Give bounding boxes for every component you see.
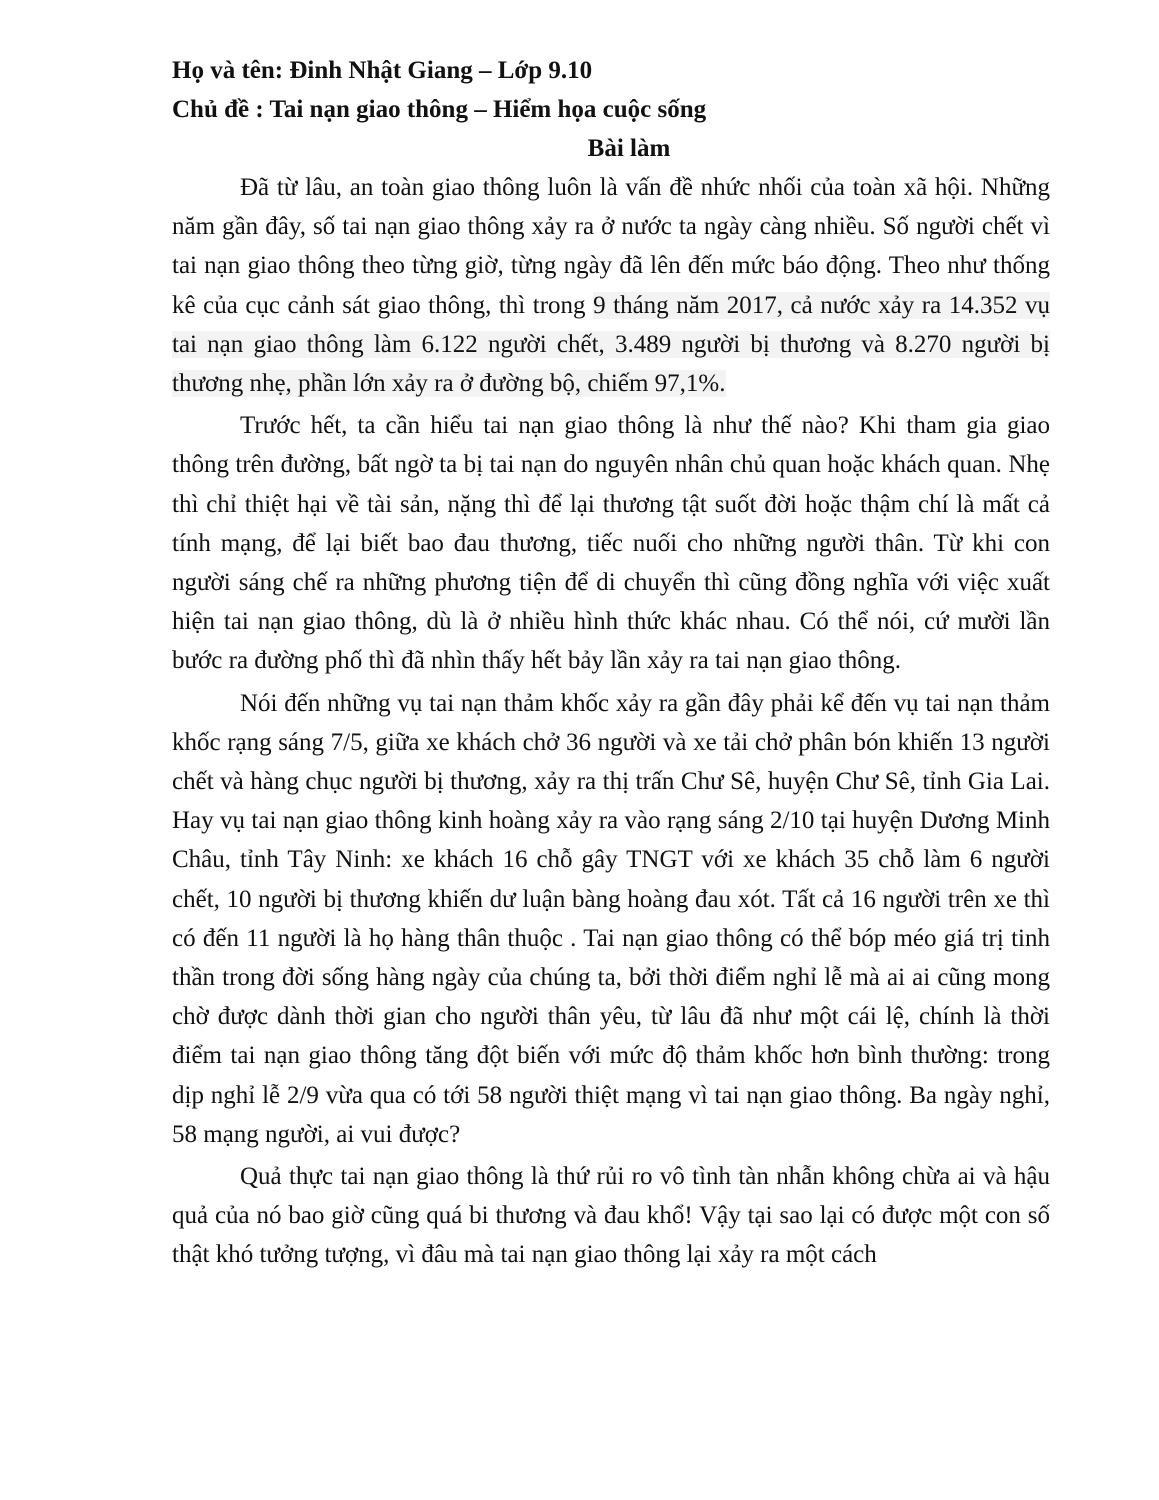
document-page [172, 51, 1050, 1278]
paragraph-1 [172, 168, 1050, 403]
statistics-highlight: 9 tháng năm 2017, cả nước xảy ra 14.352 vụ tai nạn giao thông làm 6.122 người chết, 3.489 người bị thương và 8.270 người bị thương nhẹ, phần lớn xảy ra ở đường bộ, chiếm 97,1%. [172, 291, 1050, 398]
topic-line: Chủ đề : Tai nạn giao thông – Hiểm họa cuộc sống [172, 96, 707, 123]
paragraph-2: Trước hết, ta cần hiểu tai nạn giao thông là như thế nào? Khi tham gia giao thông trên đường, bất ngờ ta bị tai nạn do nguyên nhân chủ quan hoặc khách quan. Nhẹ thì chỉ thiệt hại về tài sản, nặng thì để lại thương tật suốt đời hoặc thậm chí là mất cả tính mạng, để lại biết bao đau thương, tiếc nuối cho những người thân. Từ khi con người sáng chế ra những phương tiện để di chuyển thì cũng đồng nghĩa với việc xuất hiện tai nạn giao thông, dù là ở nhiều hình thức khác nhau. Có thể nói, cứ mười lần bước ra đường phố thì đã nhìn thấy hết bảy lần xảy ra tai nạn giao thông. [172, 412, 1050, 675]
essay-title: Bài làm [587, 135, 671, 162]
paragraph-1-text: Đã từ lâu, an toàn giao thông luôn là vấn đề nhức nhối của toàn xã hội. Những năm gần đây, số tai nạn giao thông xảy ra ở nước ta ngày càng nhiều. Số người chết vì tai nạn giao thông theo từng giờ, từng ngày đã lên đến mức báo động. Theo như thống kê của cục cảnh sát giao thông, thì trong [172, 174, 1050, 319]
paragraph-4: Quả thực tai nạn giao thông là thứ rủi ro vô tình tàn nhẫn không chừa ai và hậu quả của nó bao giờ cũng quá bi thương và đau khổ! Vậy tại sao lại có được một con số thật khó tưởng tượng, vì đâu mà tai nạn giao thông lại xảy ra một cách [172, 1163, 1050, 1269]
student-name-line: Họ và tên: Đinh Nhật Giang – Lớp 9.10 [172, 57, 593, 84]
paragraph-3: Nói đến những vụ tai nạn thảm khốc xảy ra gần đây phải kể đến vụ tai nạn thảm khốc rạng sáng 7/5, giữa xe khách chở 36 người và xe tải chở phân bón khiến 13 người chết và hàng chục người bị thương, xảy ra thị trấn Chư Sê, huyện Chư Sê, tỉnh Gia Lai. Hay vụ tai nạn giao thông kinh hoàng xảy ra vào rạng sáng 2/10 tại huyện Dương Minh Châu, tỉnh Tây Ninh: xe khách 16 chỗ gây TNGT với xe khách 35 chỗ làm 6 người chết, 10 người bị thương khiến dư luận bàng hoàng đau xót. Tất cả 16 người trên xe thì có đến 11 người là họ hàng thân thuộc . Tai nạn giao thông có thể bóp méo giá trị tinh thần trong đời sống hàng ngày của chúng ta, bởi thời điểm nghỉ lễ mà ai ai cũng mong chờ được dành thời gian cho người thân yêu, từ lâu đã như một cái lệ, chính là thời điểm tai nạn giao thông tăng đột biến với mức độ thảm khốc hơn bình thường: trong dịp nghỉ lễ 2/9 vừa qua có tới 58 người thiệt mạng vì tai nạn giao thông. Ba ngày nghỉ, 58 mạng người, ai vui được? [172, 689, 1050, 1148]
